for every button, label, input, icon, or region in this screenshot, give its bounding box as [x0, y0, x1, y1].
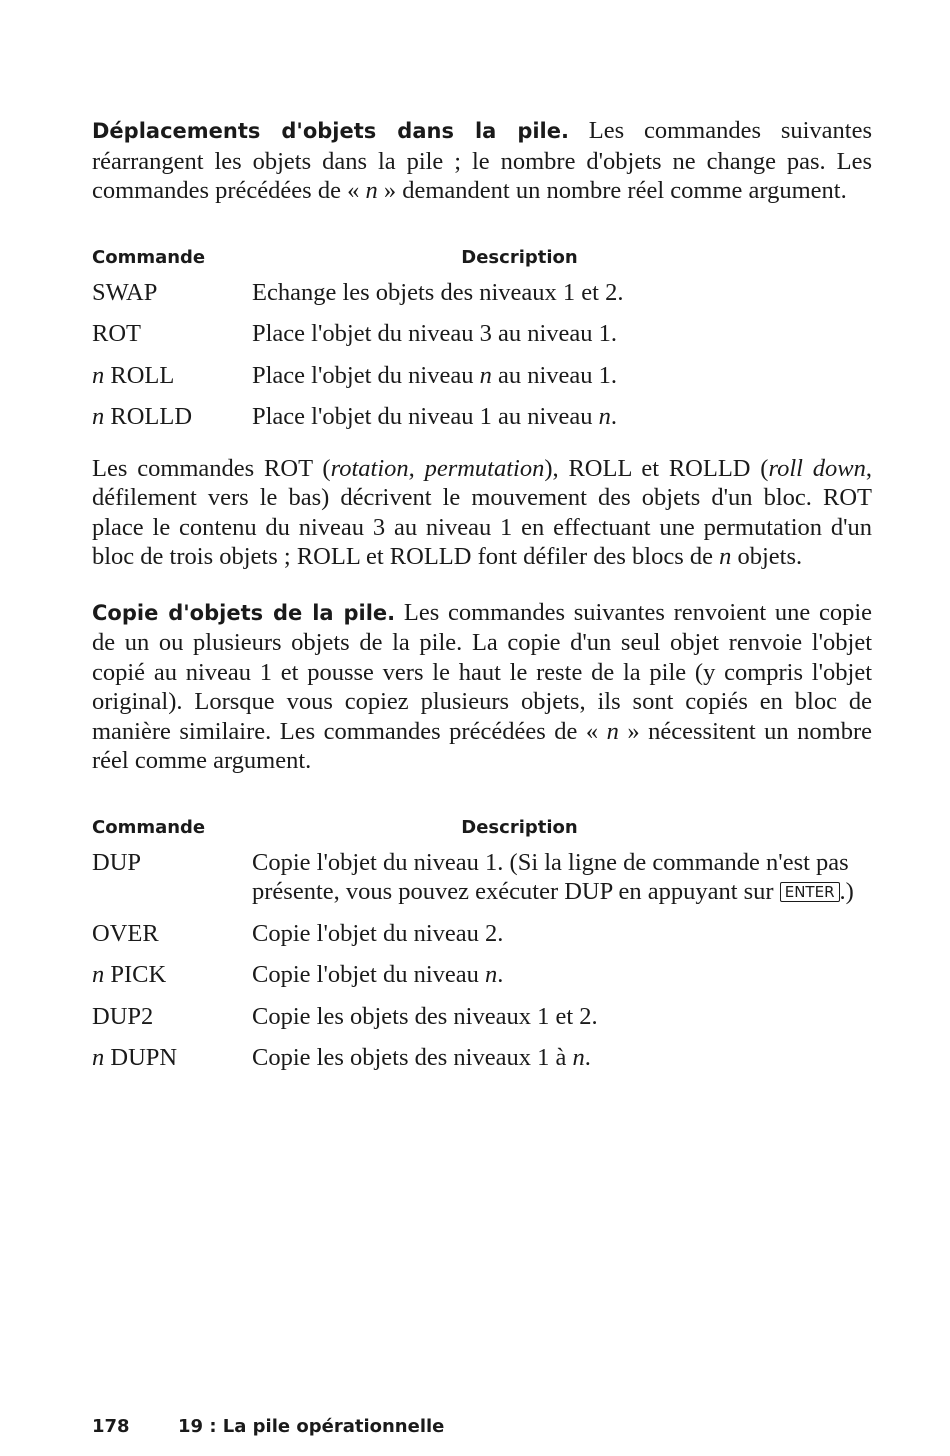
command-cell: n ROLL	[92, 361, 175, 389]
table-row	[92, 278, 872, 308]
description-cell: Copie les objets des niveaux 1 et 2.	[252, 1002, 598, 1030]
command-cell: n ROLLD	[92, 403, 193, 430]
command-table-copy	[92, 848, 872, 1073]
column-header-description: Description	[461, 246, 578, 268]
description-cell: Place l'objet du niveau 3 au niveau 1.	[252, 320, 617, 347]
command-table-moves	[92, 278, 872, 432]
table-row	[92, 1002, 872, 1032]
command-cell: ROT	[92, 320, 141, 347]
command-cell: n DUPN	[92, 1044, 178, 1071]
table-header	[92, 812, 872, 838]
table-row	[92, 919, 872, 949]
section-stack-copy-intro	[92, 598, 872, 776]
description-cell: Copie l'objet du niveau n.	[252, 961, 504, 988]
table-row	[92, 361, 872, 391]
page-number: 178	[92, 1416, 130, 1437]
column-header-command: Commande	[92, 816, 206, 838]
command-cell: SWAP	[92, 278, 158, 306]
command-cell: OVER	[92, 919, 159, 947]
intro-text: Les commandes suivantes renvoient une copie de un ou plusieurs objets de la pile. La copie d'un seul objet renvoie l'objet copié au niveau 1 et pousse vers le haut le reste de la pile (y compris l'objet original). Lorsque vous copiez plusieurs objets, ils sont copiés en bloc de manière similaire. Les commandes précédées de «	[92, 598, 872, 745]
description-cell: Copie l'objet du niveau 2.	[252, 919, 504, 947]
table-header	[92, 242, 872, 268]
column-header-description: Description	[461, 816, 578, 838]
rotation-explanation: Les commandes ROT (rotation, permutation), ROLL et ROLLD (roll down, défilement vers le bas) décrivent le mouvement des objets d'un bloc. ROT place le contenu du niveau 3 au niveau 1 en effectuant une permutation d'un bloc de trois objets ; ROLL et ROLLD font défiler des blocs de n objets.	[92, 454, 872, 570]
command-cell: DUP	[92, 848, 142, 876]
intro-text-end: » nécessitent un nombre réel comme argument.	[92, 717, 872, 774]
table-row	[92, 319, 872, 349]
page-footer	[92, 1416, 444, 1437]
description-cell: Copie l'objet du niveau 1. (Si la ligne de commande n'est pas présente, vous pouvez exécuter DUP en appuyant sur ENTER .)	[252, 848, 854, 905]
description-cell: Place l'objet du niveau 1 au niveau n.	[252, 403, 617, 430]
description-cell: Place l'objet du niveau n au niveau 1.	[252, 361, 618, 389]
chapter-title: 19 : La pile opérationnelle	[178, 1416, 445, 1437]
description-cell: Copie les objets des niveaux 1 à n.	[252, 1044, 591, 1071]
section-stack-moves-intro	[92, 116, 872, 206]
table-row	[92, 402, 872, 432]
command-cell: n PICK	[92, 961, 167, 988]
intro-text: Les commandes suivantes réarrangent les objets dans la pile ; le nombre d'objets ne change pas. Les commandes précédées de «	[92, 117, 872, 204]
section-heading-stack-moves: Déplacements d'objets dans la pile.	[92, 119, 569, 143]
section-heading-stack-copy: Copie d'objets de la pile.	[92, 600, 396, 625]
table-row	[92, 1043, 872, 1073]
description-cell: Echange les objets des niveaux 1 et 2.	[252, 278, 624, 306]
command-cell: DUP2	[92, 1002, 154, 1030]
table-row	[92, 848, 872, 907]
var-n: n	[606, 717, 619, 745]
page-content	[92, 116, 872, 1073]
intro-text-end: » demandent un nombre réel comme argument.	[377, 177, 847, 204]
column-header-command: Commande	[92, 246, 206, 268]
enter-key: ENTER	[780, 882, 840, 902]
table-row	[92, 960, 872, 990]
var-n: n	[365, 177, 378, 204]
